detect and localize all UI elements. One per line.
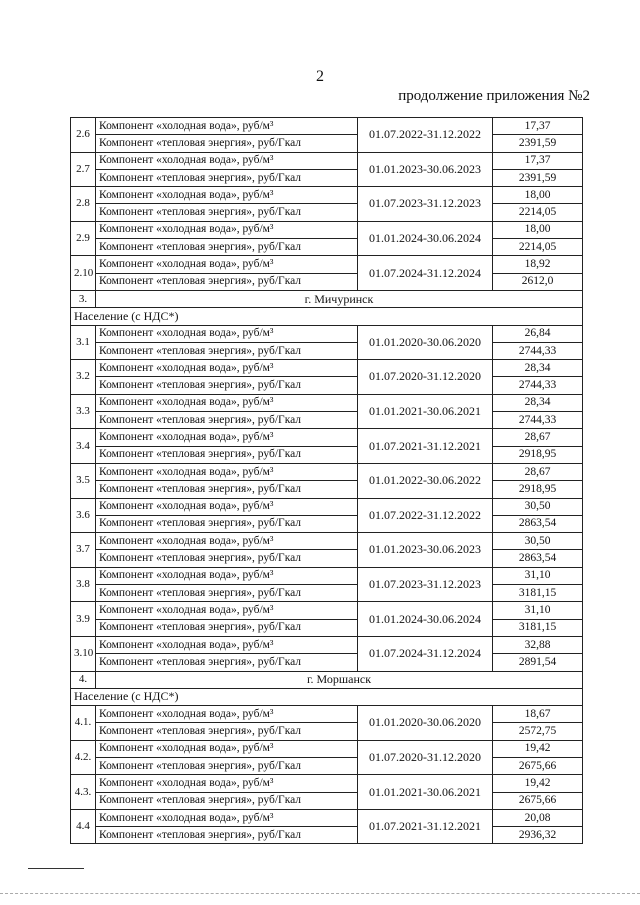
section-number: 4. bbox=[71, 671, 96, 688]
city-name: г. Мичуринск bbox=[96, 290, 583, 307]
water-tariff-value: 28,34 bbox=[493, 394, 583, 411]
population-row bbox=[71, 688, 583, 705]
table-row bbox=[71, 360, 583, 377]
footnote-separator bbox=[28, 868, 84, 869]
tariff-period: 01.07.2021-31.12.2021 bbox=[358, 429, 493, 464]
heat-component-label: Компонент «тепловая энергия», руб/Гкал bbox=[96, 342, 358, 359]
water-tariff-value: 28,34 bbox=[493, 360, 583, 377]
heat-tariff-value: 2214,05 bbox=[493, 204, 583, 221]
appendix-caption: продолжение приложения №2 bbox=[398, 88, 590, 104]
heat-tariff-value: 2918,95 bbox=[493, 481, 583, 498]
table-row bbox=[71, 204, 583, 221]
water-component-label: Компонент «холодная вода», руб/м³ bbox=[96, 498, 358, 515]
table-row bbox=[71, 325, 583, 342]
table-row bbox=[71, 273, 583, 290]
water-tariff-value: 20,08 bbox=[493, 809, 583, 826]
section-number: 3. bbox=[71, 290, 96, 307]
water-tariff-value: 18,67 bbox=[493, 706, 583, 723]
heat-tariff-value: 2744,33 bbox=[493, 342, 583, 359]
table-row bbox=[71, 446, 583, 463]
table-row bbox=[71, 342, 583, 359]
table-row bbox=[71, 827, 583, 844]
water-tariff-value: 19,42 bbox=[493, 775, 583, 792]
row-number: 4.1. bbox=[71, 706, 96, 741]
water-component-label: Компонент «холодная вода», руб/м³ bbox=[96, 775, 358, 792]
heat-tariff-value: 3181,15 bbox=[493, 619, 583, 636]
tariff-period: 01.01.2022-30.06.2022 bbox=[358, 463, 493, 498]
row-number: 2.9 bbox=[71, 221, 96, 256]
water-component-label: Компонент «холодная вода», руб/м³ bbox=[96, 118, 358, 135]
tariff-period: 01.07.2021-31.12.2021 bbox=[358, 809, 493, 844]
water-component-label: Компонент «холодная вода», руб/м³ bbox=[96, 706, 358, 723]
table-row bbox=[71, 809, 583, 826]
row-number: 3.8 bbox=[71, 567, 96, 602]
heat-component-label: Компонент «тепловая энергия», руб/Гкал bbox=[96, 204, 358, 221]
water-component-label: Компонент «холодная вода», руб/м³ bbox=[96, 809, 358, 826]
row-number: 4.4 bbox=[71, 809, 96, 844]
row-number: 3.1 bbox=[71, 325, 96, 360]
tariff-period: 01.01.2023-30.06.2023 bbox=[358, 533, 493, 568]
heat-tariff-value: 2891,54 bbox=[493, 654, 583, 671]
row-number: 3.5 bbox=[71, 463, 96, 498]
table-row bbox=[71, 239, 583, 256]
table-row bbox=[71, 757, 583, 774]
page-edge-line bbox=[0, 893, 640, 894]
table-row bbox=[71, 792, 583, 809]
table-row bbox=[71, 567, 583, 584]
table-row bbox=[71, 221, 583, 238]
city-row bbox=[71, 290, 583, 307]
tariff-period: 01.07.2022-31.12.2022 bbox=[358, 498, 493, 533]
row-number: 3.3 bbox=[71, 394, 96, 429]
heat-component-label: Компонент «тепловая энергия», руб/Гкал bbox=[96, 827, 358, 844]
tariff-period: 01.07.2022-31.12.2022 bbox=[358, 118, 493, 153]
heat-component-label: Компонент «тепловая энергия», руб/Гкал bbox=[96, 446, 358, 463]
heat-tariff-value: 2675,66 bbox=[493, 757, 583, 774]
table-row bbox=[71, 429, 583, 446]
row-number: 4.3. bbox=[71, 775, 96, 810]
tariff-period: 01.01.2024-30.06.2024 bbox=[358, 221, 493, 256]
tariff-period: 01.07.2024-31.12.2024 bbox=[358, 256, 493, 291]
table-row bbox=[71, 619, 583, 636]
water-tariff-value: 31,10 bbox=[493, 602, 583, 619]
water-tariff-value: 30,50 bbox=[493, 533, 583, 550]
water-component-label: Компонент «холодная вода», руб/м³ bbox=[96, 602, 358, 619]
heat-component-label: Компонент «тепловая энергия», руб/Гкал bbox=[96, 169, 358, 186]
heat-component-label: Компонент «тепловая энергия», руб/Гкал bbox=[96, 412, 358, 429]
population-label: Население (с НДС*) bbox=[71, 688, 583, 705]
water-tariff-value: 31,10 bbox=[493, 567, 583, 584]
heat-component-label: Компонент «тепловая энергия», руб/Гкал bbox=[96, 550, 358, 567]
city-row bbox=[71, 671, 583, 688]
table-row bbox=[71, 654, 583, 671]
water-tariff-value: 17,37 bbox=[493, 118, 583, 135]
table-row bbox=[71, 481, 583, 498]
tariff-period: 01.01.2020-30.06.2020 bbox=[358, 706, 493, 741]
heat-tariff-value: 2936,32 bbox=[493, 827, 583, 844]
water-tariff-value: 28,67 bbox=[493, 463, 583, 480]
tariff-period: 01.01.2021-30.06.2021 bbox=[358, 775, 493, 810]
row-number: 2.10 bbox=[71, 256, 96, 291]
table-row bbox=[71, 775, 583, 792]
water-component-label: Компонент «холодная вода», руб/м³ bbox=[96, 567, 358, 584]
heat-component-label: Компонент «тепловая энергия», руб/Гкал bbox=[96, 377, 358, 394]
table-row bbox=[71, 636, 583, 653]
water-tariff-value: 18,00 bbox=[493, 187, 583, 204]
water-tariff-value: 19,42 bbox=[493, 740, 583, 757]
table-row bbox=[71, 169, 583, 186]
water-component-label: Компонент «холодная вода», руб/м³ bbox=[96, 187, 358, 204]
heat-tariff-value: 2863,54 bbox=[493, 515, 583, 532]
water-component-label: Компонент «холодная вода», руб/м³ bbox=[96, 360, 358, 377]
row-number: 3.9 bbox=[71, 602, 96, 637]
row-number: 3.2 bbox=[71, 360, 96, 395]
heat-tariff-value: 2391,59 bbox=[493, 169, 583, 186]
table-row bbox=[71, 533, 583, 550]
tariff-period: 01.07.2024-31.12.2024 bbox=[358, 636, 493, 671]
table-row bbox=[71, 256, 583, 273]
heat-component-label: Компонент «тепловая энергия», руб/Гкал bbox=[96, 792, 358, 809]
population-label: Население (с НДС*) bbox=[71, 308, 583, 325]
water-component-label: Компонент «холодная вода», руб/м³ bbox=[96, 636, 358, 653]
table-row bbox=[71, 706, 583, 723]
water-tariff-value: 18,00 bbox=[493, 221, 583, 238]
row-number: 3.10 bbox=[71, 636, 96, 671]
row-number: 2.7 bbox=[71, 152, 96, 187]
heat-tariff-value: 2918,95 bbox=[493, 446, 583, 463]
heat-component-label: Компонент «тепловая энергия», руб/Гкал bbox=[96, 239, 358, 256]
tariff-period: 01.01.2020-30.06.2020 bbox=[358, 325, 493, 360]
heat-component-label: Компонент «тепловая энергия», руб/Гкал bbox=[96, 757, 358, 774]
heat-tariff-value: 2572,75 bbox=[493, 723, 583, 740]
table-row bbox=[71, 394, 583, 411]
row-number: 2.8 bbox=[71, 187, 96, 222]
heat-component-label: Компонент «тепловая энергия», руб/Гкал bbox=[96, 723, 358, 740]
heat-tariff-value: 2744,33 bbox=[493, 412, 583, 429]
heat-component-label: Компонент «тепловая энергия», руб/Гкал bbox=[96, 619, 358, 636]
heat-component-label: Компонент «тепловая энергия», руб/Гкал bbox=[96, 654, 358, 671]
water-component-label: Компонент «холодная вода», руб/м³ bbox=[96, 221, 358, 238]
heat-component-label: Компонент «тепловая энергия», руб/Гкал bbox=[96, 135, 358, 152]
population-row bbox=[71, 308, 583, 325]
table-row bbox=[71, 377, 583, 394]
heat-component-label: Компонент «тепловая энергия», руб/Гкал bbox=[96, 481, 358, 498]
table-row bbox=[71, 498, 583, 515]
table-row bbox=[71, 602, 583, 619]
row-number: 2.6 bbox=[71, 118, 96, 153]
row-number: 3.4 bbox=[71, 429, 96, 464]
water-component-label: Компонент «холодная вода», руб/м³ bbox=[96, 429, 358, 446]
water-tariff-value: 32,88 bbox=[493, 636, 583, 653]
table-row bbox=[71, 585, 583, 602]
water-component-label: Компонент «холодная вода», руб/м³ bbox=[96, 533, 358, 550]
heat-tariff-value: 2675,66 bbox=[493, 792, 583, 809]
table-row bbox=[71, 152, 583, 169]
heat-tariff-value: 2744,33 bbox=[493, 377, 583, 394]
water-component-label: Компонент «холодная вода», руб/м³ bbox=[96, 463, 358, 480]
water-component-label: Компонент «холодная вода», руб/м³ bbox=[96, 256, 358, 273]
table-row bbox=[71, 463, 583, 480]
water-component-label: Компонент «холодная вода», руб/м³ bbox=[96, 152, 358, 169]
tariff-period: 01.01.2021-30.06.2021 bbox=[358, 394, 493, 429]
heat-tariff-value: 3181,15 bbox=[493, 585, 583, 602]
row-number: 4.2. bbox=[71, 740, 96, 775]
water-tariff-value: 28,67 bbox=[493, 429, 583, 446]
heat-tariff-value: 2214,05 bbox=[493, 239, 583, 256]
row-number: 3.7 bbox=[71, 533, 96, 568]
heat-component-label: Компонент «тепловая энергия», руб/Гкал bbox=[96, 585, 358, 602]
tariff-period: 01.01.2024-30.06.2024 bbox=[358, 602, 493, 637]
table-row bbox=[71, 550, 583, 567]
tariff-period: 01.07.2020-31.12.2020 bbox=[358, 740, 493, 775]
water-component-label: Компонент «холодная вода», руб/м³ bbox=[96, 325, 358, 342]
tariff-period: 01.01.2023-30.06.2023 bbox=[358, 152, 493, 187]
tariff-period: 01.07.2020-31.12.2020 bbox=[358, 360, 493, 395]
tariff-period: 01.07.2023-31.12.2023 bbox=[358, 187, 493, 222]
water-tariff-value: 18,92 bbox=[493, 256, 583, 273]
table-row bbox=[71, 118, 583, 135]
row-number: 3.6 bbox=[71, 498, 96, 533]
heat-tariff-value: 2863,54 bbox=[493, 550, 583, 567]
water-tariff-value: 30,50 bbox=[493, 498, 583, 515]
heat-component-label: Компонент «тепловая энергия», руб/Гкал bbox=[96, 515, 358, 532]
tariff-table bbox=[70, 117, 583, 844]
table-row bbox=[71, 412, 583, 429]
table-row bbox=[71, 515, 583, 532]
water-component-label: Компонент «холодная вода», руб/м³ bbox=[96, 740, 358, 757]
table-row bbox=[71, 135, 583, 152]
city-name: г. Моршанск bbox=[96, 671, 583, 688]
table-row bbox=[71, 187, 583, 204]
page-number: 2 bbox=[316, 68, 324, 85]
heat-tariff-value: 2612,0 bbox=[493, 273, 583, 290]
water-tariff-value: 26,84 bbox=[493, 325, 583, 342]
water-component-label: Компонент «холодная вода», руб/м³ bbox=[96, 394, 358, 411]
heat-component-label: Компонент «тепловая энергия», руб/Гкал bbox=[96, 273, 358, 290]
table-row bbox=[71, 723, 583, 740]
water-tariff-value: 17,37 bbox=[493, 152, 583, 169]
tariff-period: 01.07.2023-31.12.2023 bbox=[358, 567, 493, 602]
table-row bbox=[71, 740, 583, 757]
heat-tariff-value: 2391,59 bbox=[493, 135, 583, 152]
